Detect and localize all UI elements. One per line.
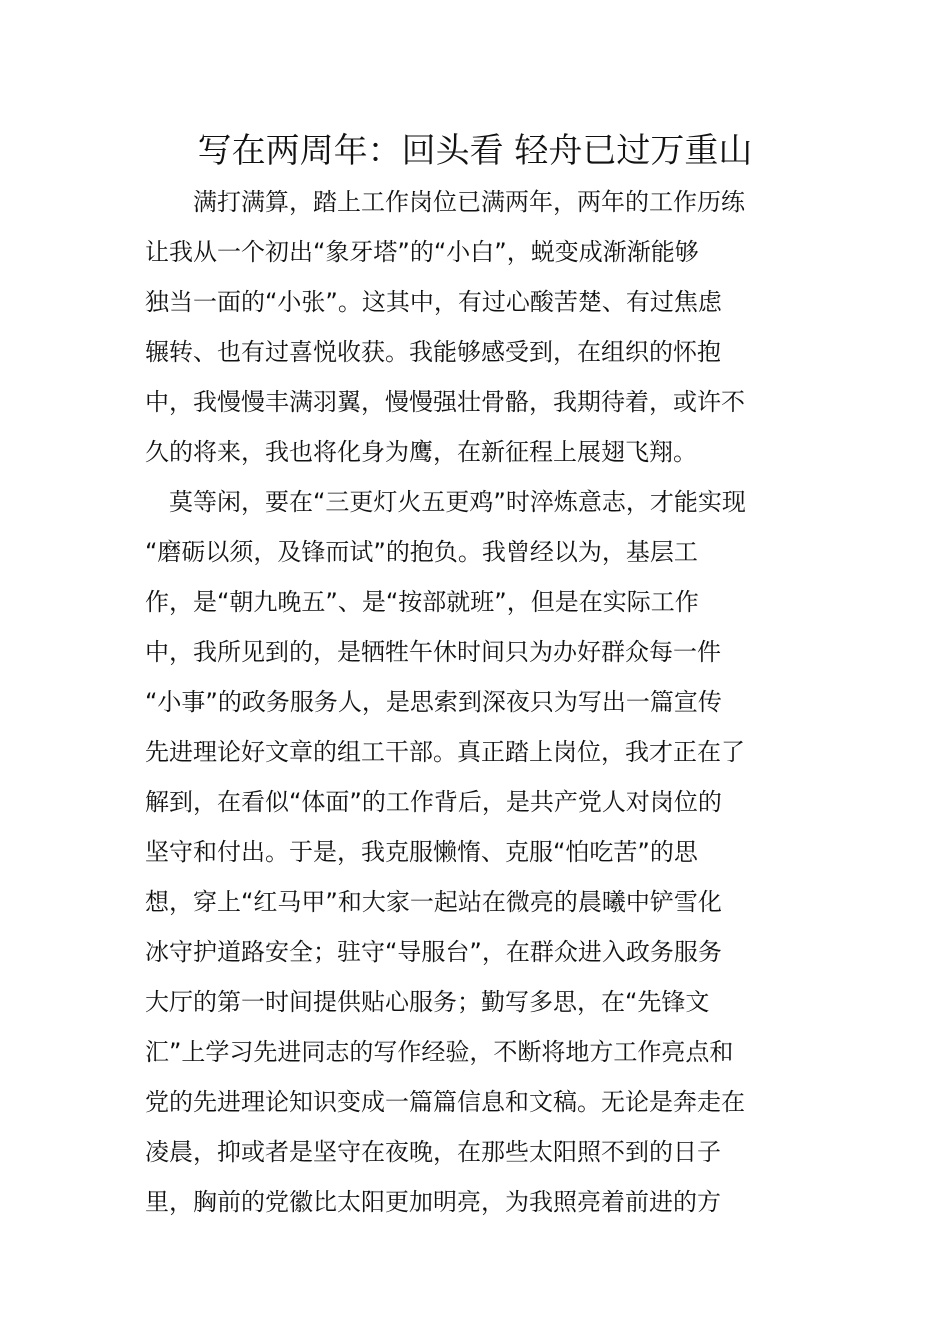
- paragraph-line: 想，穿上“红马甲”和大家一起站在微亮的晨曦中铲雪化: [145, 888, 722, 916]
- paragraph-2: [145, 477, 810, 1227]
- paragraph-line: 冰守护道路安全；驻守“导服台”，在群众进入政务服务: [145, 938, 722, 966]
- paragraph-line: 党的先进理论知识变成一篇篇信息和文稿。无论是奔走在: [145, 1088, 745, 1116]
- paragraph-line: 久的将来，我也将化身为鹰，在新征程上展翅飞翔。: [145, 438, 697, 466]
- paragraph-line: 满打满算，踏上工作岗位已满两年，两年的工作历练: [145, 188, 745, 216]
- paragraph-line: 坚守和付出。于是，我克服懒惰、克服“怕吃苦”的思: [145, 838, 698, 866]
- paragraph-line: 莫等闲，要在“三更灯火五更鸡”时淬炼意志，才能实现: [145, 488, 746, 516]
- paragraph-line: 先进理论好文章的组工干部。真正踏上岗位，我才正在了: [145, 738, 745, 766]
- paragraph-line: 辗转、也有过喜悦收获。我能够感受到，在组织的怀抱: [145, 338, 721, 366]
- paragraph-line: 中，我慢慢丰满羽翼，慢慢强壮骨骼，我期待着，或许不: [145, 388, 745, 416]
- paragraph-line: 大厅的第一时间提供贴心服务；勤写多思，在“先锋文: [145, 988, 710, 1016]
- paragraph-line: 汇”上学习先进同志的写作经验，不断将地方工作亮点和: [145, 1038, 734, 1066]
- paragraph-line: 让我从一个初出“象牙塔”的“小白”，蜕变成渐渐能够: [145, 238, 699, 266]
- paragraph-line: 作，是“朝九晚五”、是“按部就班”，但是在实际工作: [145, 588, 699, 616]
- paragraph-line: “小事”的政务服务人，是思索到深夜只为写出一篇宣传: [145, 688, 722, 716]
- paragraph-line: “磨砺以须，及锋而试”的抱负。我曾经以为，基层工: [145, 538, 698, 566]
- paragraph-line: 中，我所见到的，是牺牲午休时间只为办好群众每一件: [145, 638, 721, 666]
- paragraph-line: 里，胸前的党徽比太阳更加明亮，为我照亮着前进的方: [145, 1188, 721, 1216]
- paragraph-1: [145, 177, 810, 477]
- paragraph-line: 解到，在看似“体面”的工作背后，是共产党人对岗位的: [145, 788, 722, 816]
- paragraph-line: 独当一面的“小张”。这其中，有过心酸苦楚、有过焦虑: [145, 288, 722, 316]
- paragraph-line: 凌晨，抑或者是坚守在夜晚，在那些太阳照不到的日子: [145, 1138, 721, 1166]
- document-title: 写在两周年：回头看 轻舟已过万重山: [197, 131, 753, 171]
